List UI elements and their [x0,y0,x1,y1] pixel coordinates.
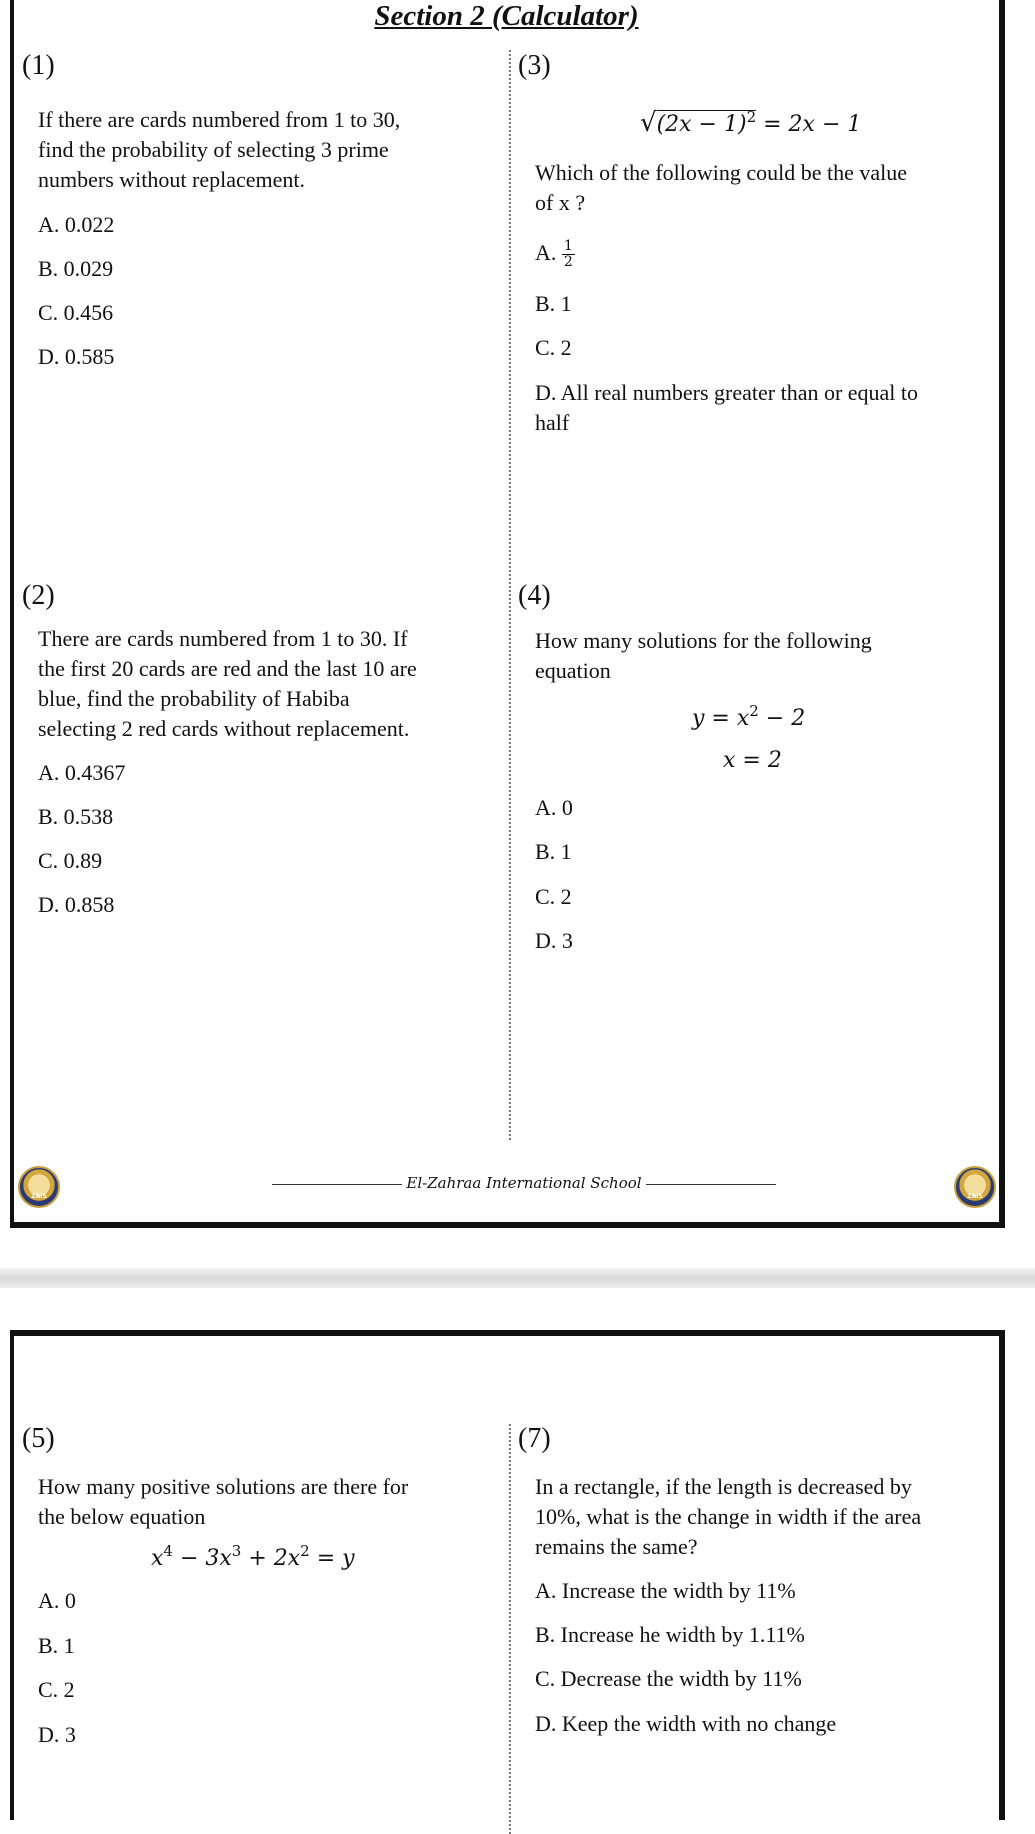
question-2-text [38,624,417,744]
q3-option-d[interactable]: D. All real numbers greater than or equal to half [535,380,919,435]
q3-option-a[interactable]: A. $\frac{1}{2}$ [535,238,573,271]
q1-option-c[interactable]: C. 0.456 [38,300,114,325]
text-line: If there are cards numbered from 1 to 30, [38,107,401,132]
school-logo-left: ZAIS [18,1166,60,1208]
question-4-text [535,626,872,686]
q5-option-b[interactable]: B. 1 [38,1633,75,1658]
text-line: of x ? [535,190,586,215]
page-gap [0,1268,1035,1288]
school-footer: El-Zahraa International School [269,1174,779,1192]
footer-rule-right [646,1184,776,1185]
column-divider [509,1424,511,1834]
worksheet-page-1 [10,0,1005,1228]
q4-option-b[interactable]: B. 1 [535,839,572,864]
text-line: How many solutions for the following [535,628,872,653]
question-5-text [38,1472,408,1532]
worksheet-page-2 [10,1330,1005,1820]
question-number-2: (2) [22,580,55,611]
text-line: blue, find the probability of Habiba [38,686,350,711]
text-line: 10%, what is the change in width if the area [535,1504,922,1529]
q4-option-a[interactable]: A. 0 [535,795,573,820]
q2-option-a[interactable]: A. 0.4367 [38,760,126,785]
q2-option-c[interactable]: C. 0.89 [38,848,103,873]
school-logo-right: ZAIS [954,1166,996,1208]
q5-option-c[interactable]: C. 2 [38,1677,75,1702]
footer-rule-left [272,1184,402,1185]
q7-option-a[interactable]: A. Increase the width by 11% [535,1578,796,1603]
q3-equation: $√(2x - 1)^2 = 2x - 1$ [640,108,862,138]
text-line: There are cards numbered from 1 to 30. If [38,626,408,651]
question-number-7: (7) [518,1423,551,1454]
text-line: numbers without replacement. [38,167,305,192]
text-line: How many positive solutions are there for [38,1474,409,1499]
q1-option-a[interactable]: A. 0.022 [38,212,115,237]
question-1-text [38,105,400,195]
text-line: find the probability of selecting 3 prime [38,137,389,162]
question-number-5: (5) [22,1423,55,1454]
q4-option-c[interactable]: C. 2 [535,884,572,909]
column-divider [509,50,511,1140]
q7-option-c[interactable]: C. Decrease the width by 11% [535,1666,802,1691]
q4-option-d[interactable]: D. 3 [535,928,573,953]
text-line: selecting 2 red cards without replacement. [38,716,410,741]
q5-option-d[interactable]: D. 3 [38,1722,76,1747]
q7-option-d[interactable]: D. Keep the width with no change [535,1711,837,1736]
text-line: remains the same? [535,1534,698,1559]
question-number-4: (4) [518,580,551,611]
q1-option-b[interactable]: B. 0.029 [38,256,114,281]
q3-option-c[interactable]: C. 2 [535,335,572,360]
text-line: the first 20 cards are red and the last 10 are [38,656,417,681]
section-title: Section 2 (Calculator) [374,0,639,32]
q7-option-b[interactable]: B. Increase he width by 1.11% [535,1622,805,1647]
text-line: the below equation [38,1504,206,1529]
question-number-3: (3) [518,50,551,81]
text-line: Which of the following could be the value [535,160,908,185]
q2-option-d[interactable]: D. 0.858 [38,892,115,917]
q2-option-b[interactable]: B. 0.538 [38,804,114,829]
q4-equation-2: x = 2 [723,748,782,773]
text-line: In a rectangle, if the length is decreased by [535,1474,912,1499]
fraction-one-half: $\frac{1}{2}$ [563,238,573,271]
text-line: equation [535,658,611,683]
question-3-text [535,158,907,218]
q5-equation: $x^4 - 3x^3 + 2x^2 = y$ [151,1542,355,1571]
q1-option-d[interactable]: D. 0.585 [38,344,115,369]
question-number-1: (1) [22,50,55,81]
q5-option-a[interactable]: A. 0 [38,1588,76,1613]
question-7-text [535,1472,921,1562]
q3-option-b[interactable]: B. 1 [535,291,572,316]
q4-equation-1: $y = x^2 - 2$ [692,702,806,731]
